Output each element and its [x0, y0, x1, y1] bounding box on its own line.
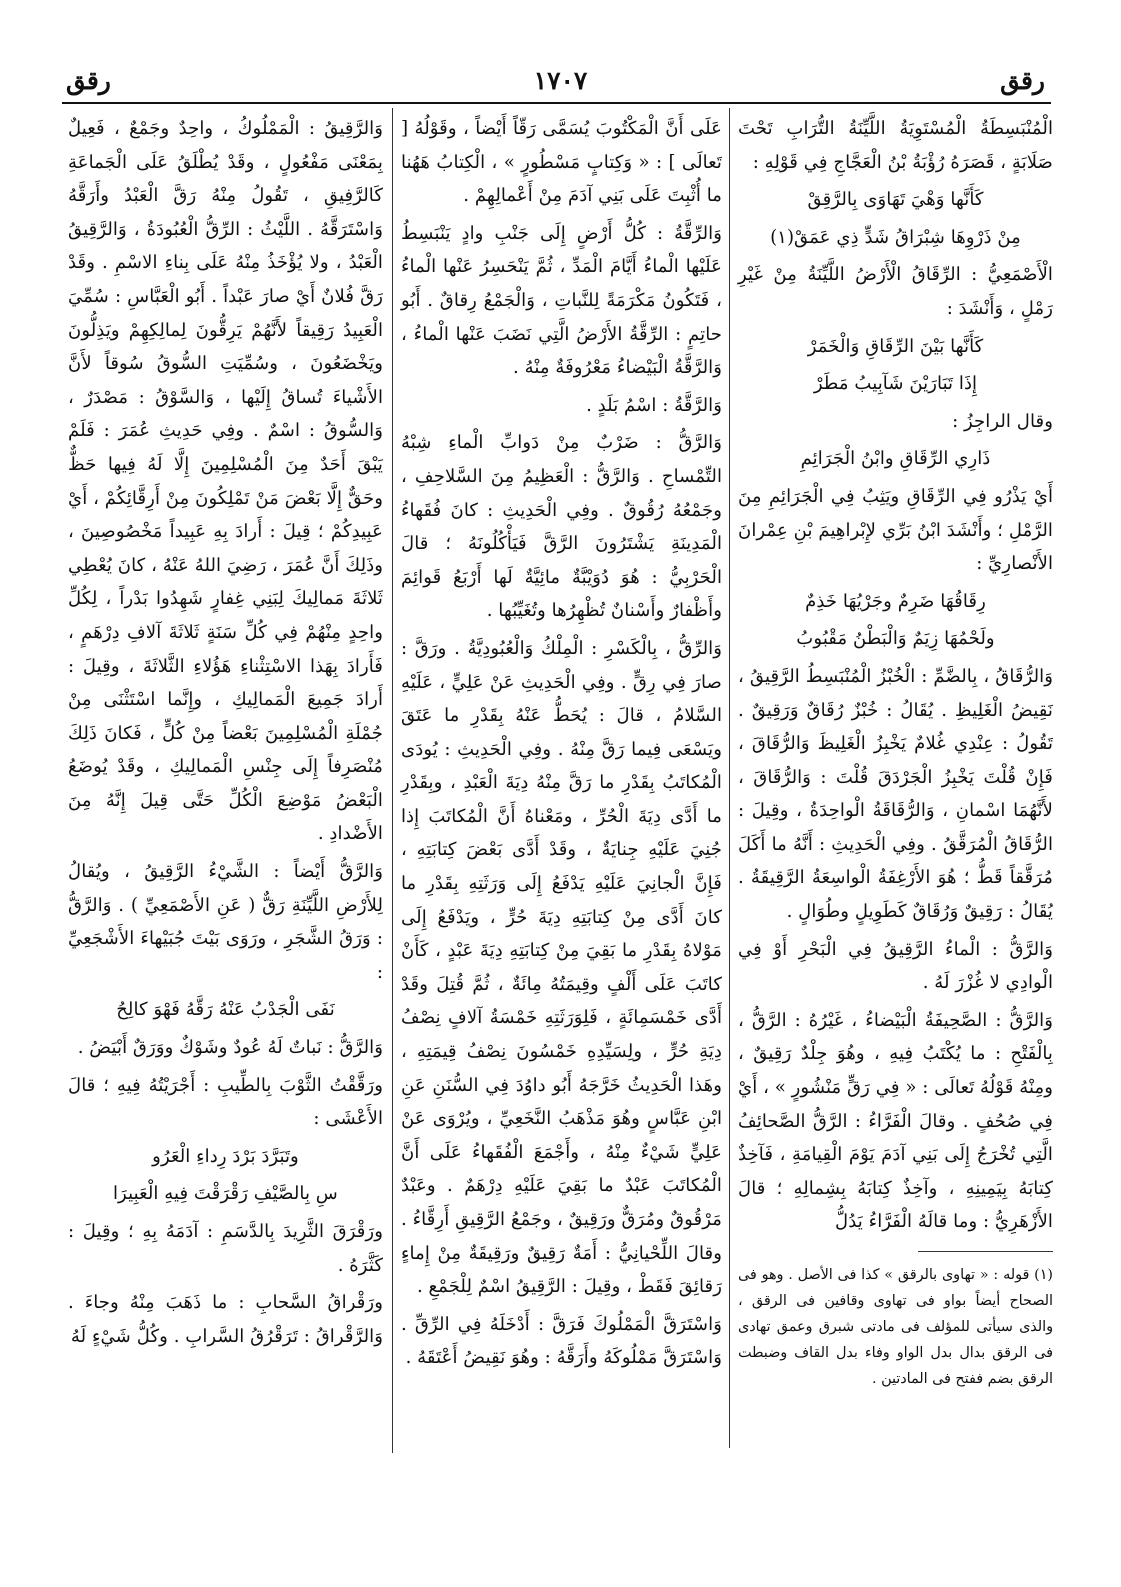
entry-paragraph: وَالرَّقُّ : الصَّحِيفَةُ الْبَيْضاءُ ، غَيْرُهُ : الرَّقُّ ، بِالْفَتْحِ : ما يُكْتَبُ فِيهِ ، وهُوَ جِلْدٌ رَقِيقٌ ، ومِنْهُ قَوْلُهُ تَعالَى : « فِي رَقٍّ مَنْشُورٍ » ، أَيْ فِي صُحُفٍ . وقالَ الْفَرَّاءُ : الرَّقُّ الصَّحائِفُ الَّتِي تُخْرَجُ إِلَى بَنِي آدَمَ يَوْمَ الْقِيامَةِ ، فَآخِذٌ كِتابَهُ بِيَمِينِهِ ، وآخِذٌ كِتابَهُ بِشِمالِهِ ؛ قالَ الأَزْهَرِيُّ : وما قالَهُ الْفَرَّاءُ يَدُلُّ: [738, 1009, 1053, 1233]
right-column: [738, 112, 1053, 1396]
verse-line: رِقَاقُهَا ضَرِمٌ وجَرْيُهَا خَذِمٌ: [805, 590, 986, 612]
verse-line: كَأَنَّها بَيْنَ الرِّقَاقِ وَالْخَمَرْ: [807, 335, 984, 357]
entry-paragraph: وقال الراجِزُ :: [952, 410, 1053, 432]
entry-paragraph: عَلَى أَنَّ الْمَكْتُوبَ يُسَمَّى رَقّاً أَيْضاً ، وقَوْلُهُ [ تَعالَى ] : « وَكِتابٍ مَسْطُورٍ » ، الْكِتابُ هَهُنا ما أُثْبِتَ عَلَى بَنِي آدَمَ مِنْ أَعْمالِهِمْ .: [401, 118, 722, 207]
header-rule: [62, 102, 1051, 104]
entry-paragraph: أَيْ يَذْرُو فِي الرِّقَاقِ ويَثِبُ فِي الْجَرَائِمِ مِنَ الرَّمْلِ ؛ وأَنْشَدَ ابْنُ بَرِّي لإِبْراهِيمَ بْنِ عِمْرانَ الأَنْصارِيِّ :: [738, 485, 1053, 575]
entry-paragraph: وَالرَّقُّ أَيْضاً : الشَّيْءُ الرَّقِيقُ ، ويُقالُ لِلأَرْضِ اللَّيِّنَةِ رَقٌّ ( عَنِ الأَصْمَعِيِّ ) . وَالرَّقُّ : وَرَقُ الشَّجَرِ ، ورَوَى بَيْتَ جُبَيْهاءَ الأَشْجَعِيِّ :: [68, 861, 383, 983]
footnote: (١) قوله : « تهاوى بالرقق » كذا فى الأصل . وهو فى الصحاح أيضاً بواو فى تهاوى وقافين فى الرقق ، والذى سيأتى للمؤلف فى مادتى شبرق وعمق تهادى فى الرقق بدال بدل الواو وفاء بدل القاف وضبطت الرقق بضم ففتح فى المادتين .: [738, 1267, 1053, 1387]
verse-line: وتَبَرَّدَ بَرْدَ رِداءِ الْعَرُو: [152, 1145, 299, 1167]
verse-line: ولَحْمُهَا زِيَمٌ وَالْبَطْنُ مَقْبُوبُ: [796, 628, 995, 650]
verse-line: إِذَا تَبَارَيْنَ شَآبِيبُ مَطَرْ: [813, 373, 978, 395]
running-head-right: رقق: [1000, 66, 1045, 95]
entry-paragraph: وَالرَّقُّ : نَباتٌ لَهُ عُودٌ وشَوْكٌ ووَرَقٌ أَبْيَضُ .: [77, 1037, 383, 1059]
entry-paragraph: وَالرَّقِيقُ : الْمَمْلُوكُ ، واحِدٌ وجَمْعٌ ، فَعِيلٌ بِمَعْنَى مَفْعُولٍ ، وقَدْ يُطْلَقُ عَلَى الْجَماعَةِ كَالرَّفِيقِ ، تَقُولُ مِنْهُ رَقَّ الْعَبْدُ وأَرَقَّهُ وَاسْتَرَقَّهُ . اللَّيْثُ : الرِّقُّ الْعُبُودَةُ ، وَالرَّقِيقُ الْعَبْدُ ، ولا يُؤْخَذُ مِنْهُ عَلَى بِناءِ الاسْمِ . وقَدْ رَقَّ فُلانٌ أَيْ صارَ عَبْداً . أَبُو الْعَبَّاسِ : سُمِّيَ الْعَبِيدُ رَقِيقاً لأَنَّهُمْ يَرِقُّونَ لِمالِكِهِمْ ويَذِلُّونَ ويَخْضَعُونَ ، وسُمِّيَتِ السُّوقُ سُوقاً لأَنَّ الأَشْياءَ تُساقُ إِلَيْها ، وَالسَّوْقُ : مَصْدَرٌ ، وَالسُّوقُ : اسْمٌ . وفِي حَدِيثِ عُمَرَ : فَلَمْ يَبْقَ أَحَدٌ مِنَ الْمُسْلِمِينَ إِلَّا لَهُ فِيها حَظٌّ وحَقٌّ إِلَّا بَعْضَ مَنْ تَمْلِكُونَ مِنْ أَرِقَّائِكُمْ ، أَيْ عَبِيدِكُمْ ؛ قِيلَ : أَرادَ بِهِ عَبِيداً مَخْصُوصِينَ ، وذَلِكَ أَنَّ عُمَرَ ، رَضِيَ اللهُ عَنْهُ ، كانَ يُعْطِي ثَلاثَةَ مَمالِيكَ لِبَنِي غِفارٍ شَهِدُوا بَدْراً ، لِكُلِّ واحِدٍ مِنْهُمْ فِي كُلِّ سَنَةٍ ثَلاثَةَ آلافِ دِرْهَمٍ ، فَأَرادَ بِهَذا الاسْتِثْناءِ هَؤُلاءِ الثَّلاثَةَ ، وقِيلَ : أَرادَ جَمِيعَ الْمَمالِيكِ ، وإِنَّما اسْتَثْنَى مِنْ جُمْلَةِ الْمُسْلِمِينَ بَعْضاً مِنْ كُلٍّ ، فَكانَ ذَلِكَ مُنْصَرِفاً إِلَى جِنْسِ الْمَمالِيكِ ، وقَدْ يُوضَعُ الْبَعْضُ مَوْضِعَ الْكُلِّ حَتَّى قِيلَ إِنَّهُ مِنَ الأَضْدادِ .: [68, 118, 383, 845]
left-column: [68, 112, 383, 1357]
verse-line: نَفَى الْجَدْبُ عَنْهُ رَقَّهُ فَهْوَ كالِحُ: [116, 999, 335, 1021]
middle-column: [401, 112, 722, 1379]
verse-line: سِ بِالصَّيْفِ رَقْرَقْتَ فِيهِ الْعَبِيرَا: [113, 1183, 338, 1205]
entry-paragraph: وَالرَّقُّ : ضَرْبٌ مِنْ دَوابِّ الْماءِ شِبْهُ التِّمْساحِ . وَالرَّقُّ : الْعَظِيمُ مِنَ السَّلاحِفِ ، وجَمْعُهُ رُقُوقٌ . وفِي الْحَدِيثِ : كانَ فُقَهاءُ الْمَدِينَةِ يَشْتَرُونَ الرَّقَّ فَيَأْكُلُونَهُ ؛ قالَ الْحَرْبِيُّ : هُوَ دُوَيْبَّةٌ مائِيَّةٌ لَها أَرْبَعُ قَوائِمَ وأَظْفارٌ وأَسْنانٌ تُظْهِرُها وتُغَيِّبُها .: [401, 432, 722, 622]
entry-paragraph: وَالرَّقَّةُ : اسْمُ بَلَدٍ .: [586, 394, 722, 416]
page-number: ١٧٠٧: [533, 66, 588, 95]
running-head-left: رقق: [66, 66, 111, 95]
entry-paragraph: وَالرَّقُّ : الْماءُ الرَّقِيقُ فِي الْبَحْرِ أَوْ فِي الْوادِي لا غُزْرَ لَهُ .: [738, 938, 1053, 994]
entry-paragraph: وَالرِّقُّ ، بِالْكَسْرِ : الْمِلْكُ وَالْعُبُودِيَّةُ . ورَقَّ : صارَ فِي رِقٍّ . وفِي الْحَدِيثِ عَنْ عَلِيٍّ ، عَلَيْهِ السَّلامُ ، قالَ : يُحَطُّ عَنْهُ بِقَدْرِ ما عَتَقَ ويَسْعَى فِيما رَقَّ مِنْهُ . وفِي الْحَدِيثِ : يُودَى الْمُكاتَبُ بِقَدْرِ ما رَقَّ مِنْهُ دِيَةَ الْعَبْدِ ، وبِقَدْرِ ما أَدَّى دِيَةَ الْحُرِّ ، ومَعْناهُ أَنَّ الْمُكاتَبَ إِذا جُنِيَ عَلَيْهِ جِنايَةٌ ، وقَدْ أَدَّى بَعْضَ كِتابَتِهِ ، فَإِنَّ الْجانِيَ عَلَيْهِ يَدْفَعُ إِلَى وَرَثَتِهِ بِقَدْرِ ما كانَ أَدَّى مِنْ كِتابَتِهِ دِيَةَ حُرٍّ ، ويَدْفَعُ إِلَى مَوْلاهُ بِقَدْرِ ما بَقِيَ مِنْ كِتابَتِهِ دِيَةَ عَبْدٍ ، كَأَنْ كاتَبَ عَلَى أَلْفٍ وقِيمَتُهُ مِائَةٌ ، ثُمَّ قُتِلَ وقَدْ أَدَّى خَمْسَمِائَةٍ ، فَلِوَرَثَتِهِ خَمْسَةُ آلافٍ نِصْفُ دِيَةِ حُرٍّ ، ولِسَيِّدِهِ خَمْسُونَ نِصْفُ قِيمَتِهِ ، وهَذا الْحَدِيثُ خَرَّجَهُ أَبُو داوُدَ فِي السُّنَنِ عَنِ ابْنِ عَبَّاسٍ وهُوَ مَذْهَبُ النَّخَعِيِّ ، ويُرْوَى عَنْ عَلِيٍّ شَيْءٌ مِنْهُ ، وأَجْمَعَ الْفُقَهاءُ عَلَى أَنَّ الْمُكاتَبَ عَبْدٌ ما بَقِيَ عَلَيْهِ دِرْهَمٌ . وعَبْدٌ مَرْقُوقٌ ومُرَقٌّ ورَقِيقٌ ، وجَمْعُ الرَّقِيقِ أَرِقَّاءُ . وقالَ اللِّحْيانِيُّ : أَمَةٌ رَقِيقٌ ورَقِيقَةٌ مِنْ إِماءٍ رَقائِقَ فَقَطْ ، وقِيلَ : الرَّقِيقُ اسْمٌ لِلْجَمْعِ .: [401, 637, 722, 1298]
entry-paragraph: وَاسْتَرَقَّ الْمَمْلُوكَ فَرَقَّ : أَدْخَلَهُ فِي الرِّقِّ . وَاسْتَرَقَّ مَمْلُوكَهُ وأَرَقَّهُ : وهُوَ نَقِيضُ أَعْتَقَهُ .: [401, 1313, 722, 1369]
verse-line: ذَارِي الرِّقَاقِ وابْنُ الْجَرَائِمِ: [800, 448, 991, 470]
verse-line: مِنْ ذَرْوِهَا شِبْرَاقُ شَدٍّ ذِي عَمَقْ(١): [770, 226, 1021, 248]
entry-paragraph: الْأَصْمَعِيُّ : الرِّقَاقُ الْأَرْضُ اللَّيِّنَةُ مِنْ غَيْرِ رَمْلٍ ، وَأَنْشَدَ :: [738, 264, 1053, 319]
entry-paragraph: وَالرُّقَاقُ ، بِالضَّمِّ : الْخُبْزُ الْمُنْبَسِطُ الرَّقِيقُ ، نَقِيضُ الْغَلِيظِ . يُقَالُ : خُبْزٌ رُقَاقٌ وَرَقِيقٌ . تَقُولُ : عِنْدِي غُلامٌ يَخْبِزُ الْغَلِيظَ وَالرُّقَاقَ ، فَإِنْ قُلْتَ يَخْبِزُ الْجَرْدَقَ قُلْتَ : وَالرُّقَاقَ ، لأَنَّهُمَا اسْمانِ ، وَالرُّقَاقَةُ الْواحِدَةُ ، وقِيلَ : الرُّقَاقُ الْمُرَقَّقُ . وفِي الْحَدِيثِ : أَنَّهُ ما أَكَلَ مُرَقَّقاً قَطُّ ؛ هُوَ الأَرْغِفَةُ الْواسِعَةُ الرَّقِيقَةُ . يُقَالُ : رَقِيقٌ وَرُقَاقٌ كَطَوِيلٍ وطُوَالٍ .: [738, 665, 1053, 923]
column-divider: [392, 108, 393, 1453]
verse-line: كَأَنَّها وَهْيَ تَهَاوَى بِالرَّقِقْ: [807, 189, 984, 211]
entry-paragraph: وَالرِّقَّةُ : كُلُّ أَرْضٍ إِلَى جَنْبِ وادٍ يَنْبَسِطُ عَلَيْها الْماءُ أَيَّامَ الْمَدِّ ، ثُمَّ يَنْحَسِرُ عَنْها الْماءُ ، فَتَكُونُ مَكْرَمَةً لِلنَّباتِ ، وَالْجَمْعُ رِقاقٌ . أَبُو حاتِمٍ : الرِّقَّةُ الأَرْضُ الَّتِي نَضَبَ عَنْها الْماءُ ، وَالرَّقَّةُ الْبَيْضاءُ مَعْرُوفَةٌ مِنْهُ .: [401, 222, 722, 379]
entry-paragraph: ورَقْرَقَ الثَّرِيدَ بِالدَّسَمِ : آدَمَهُ بِهِ ؛ وقِيلَ : كَثَّرَهُ .: [68, 1221, 383, 1276]
column-divider: [729, 108, 730, 1448]
entry-paragraph: الْمُنْبَسِطَةُ الْمُسْتَوِيَةُ اللَّيِّنَةُ التُّرَابِ تَحْتَ صَلَابَةٍ ، قَصَرَهُ رُؤْبَةُ بْنُ الْعَجَّاجِ فِي قَوْلِهِ :: [738, 118, 1053, 173]
entry-paragraph: ورَقَّقْتُ الثَّوْبَ بِالطِّيبِ : أَجْرَيْتُهُ فِيهِ ؛ قالَ الأَعْشَى :: [68, 1074, 383, 1130]
entry-paragraph: ورَقْراقُ السَّحابِ : ما ذَهَبَ مِنْهُ وجاءَ . وَالرَّقْراقُ : تَرَقْرُقُ السَّرابِ . وكُلُّ شَيْءٍ لَهُ: [68, 1292, 383, 1347]
footnote-rule: [918, 1251, 1053, 1252]
